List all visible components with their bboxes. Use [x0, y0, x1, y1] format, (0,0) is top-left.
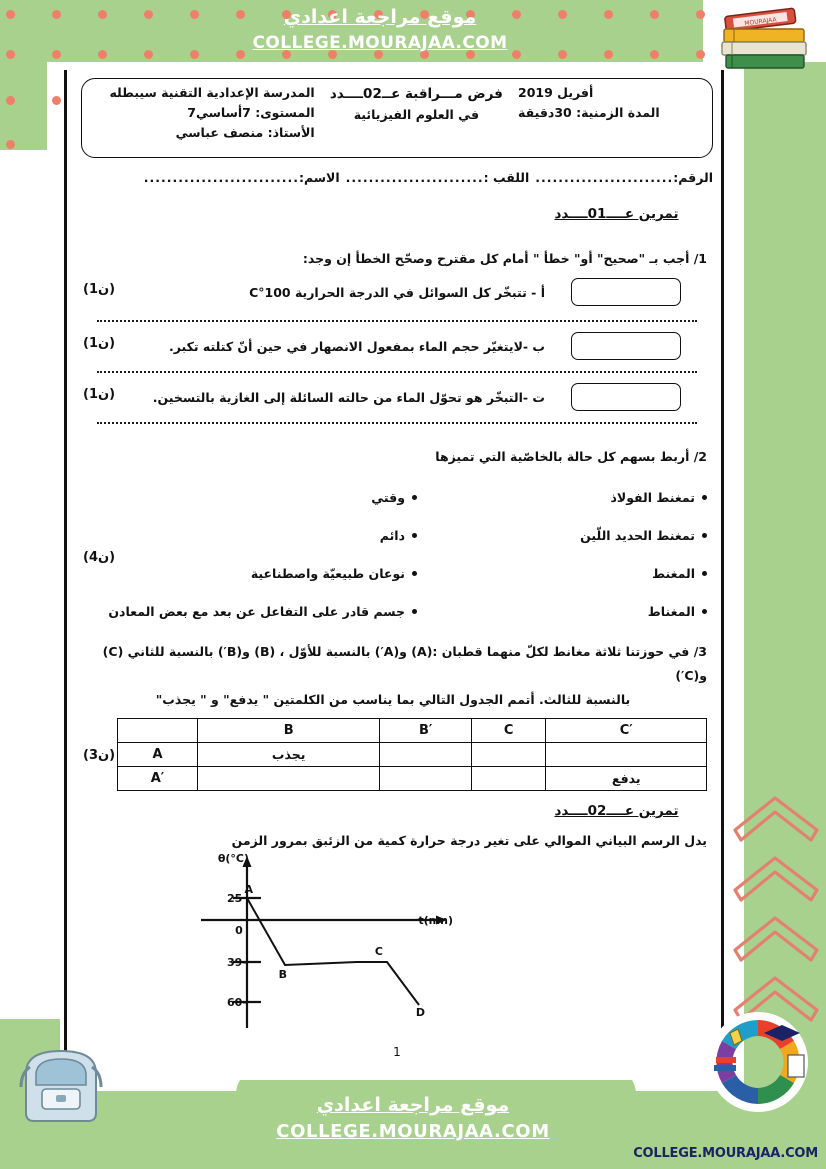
mark-question-3: (3ن)	[83, 748, 116, 763]
books-icon	[712, 2, 816, 76]
header-center-column	[315, 85, 518, 157]
student-identity-row	[81, 170, 713, 185]
decorative-dot	[6, 140, 15, 149]
match-right-item[interactable]	[507, 490, 707, 505]
svg-text:MOURAJAA: MOURAJAA	[744, 16, 778, 28]
table-cell-A-Bprime[interactable]	[380, 743, 472, 767]
matching-row	[87, 592, 707, 630]
student-name-dots: ...........................	[143, 170, 299, 185]
table-col-C: C	[471, 719, 546, 743]
page-number: 1	[393, 1045, 401, 1059]
exam-header-box	[81, 78, 713, 158]
education-circle-logo	[698, 1007, 818, 1117]
exercise-2-title: تمرين عــــ02ــــدد	[554, 803, 679, 819]
table-col-B: B	[198, 719, 380, 743]
ytick-label-minus60: -60	[227, 996, 247, 1009]
match-right-label: تمغنط الفولاذ	[610, 489, 695, 505]
match-right-item[interactable]	[507, 566, 707, 581]
statement-row-a	[87, 278, 707, 306]
bullet-icon	[412, 533, 417, 538]
teacher-name: الأستاذ: منصف عباسي	[175, 125, 315, 140]
table-corner-cell	[118, 719, 198, 743]
match-left-item[interactable]	[87, 528, 477, 543]
student-name-field[interactable]	[144, 170, 340, 185]
answer-rule-b	[97, 369, 697, 373]
header-right-column	[92, 85, 315, 157]
matching-exercise	[87, 478, 707, 630]
exam-sheet	[64, 70, 724, 1080]
point-label-A: A	[244, 883, 253, 896]
statement-text-a: أ - تتبخّر كل السوائل في الدرجة الحرارية 100°C	[249, 284, 545, 300]
site-name-arabic-bottom: موقع مراجعة اعدادي	[316, 1093, 510, 1116]
table-cell-A-Cprime[interactable]	[546, 743, 707, 767]
table-cell-A-C[interactable]	[471, 743, 546, 767]
statement-text-c: ت -التبخّر هو تحوّل الماء من حالته السائلة إلى الغازية بالتسخين.	[152, 389, 545, 405]
table-cell-A-B[interactable]: يجذب	[198, 743, 380, 767]
table-row-label-A: A	[118, 743, 198, 767]
matching-row	[87, 554, 707, 592]
match-right-item[interactable]	[507, 604, 707, 619]
exercise-1-question-3	[79, 640, 707, 711]
origin-label: 0	[235, 924, 243, 937]
table-row	[118, 743, 707, 767]
answer-box-a[interactable]	[571, 278, 681, 306]
table-row-label-Aprime: A′	[118, 767, 198, 791]
decorative-dot	[52, 96, 61, 105]
match-right-item[interactable]	[507, 528, 707, 543]
match-left-label: نوعان طبيعيّة واصطناعية	[250, 565, 405, 581]
point-label-C: C	[374, 945, 383, 958]
graph-labels	[218, 852, 453, 1019]
match-left-item[interactable]	[87, 490, 477, 505]
matching-row	[87, 516, 707, 554]
table-col-Cprime: C′	[546, 719, 707, 743]
site-branding-top	[0, 6, 760, 54]
exercise-2-intro: يدل الرسم البياني الموالي على تغير درجة حرارة كمية من الزئبق بمرور الزمن	[231, 833, 707, 848]
question-3-line-2: بالنسبة للثالث. أتمم الجدول التالي بما يناسب من الكلمتين " يدفع" و " يجذب"	[155, 691, 631, 707]
y-axis-label: θ(°C)	[217, 852, 249, 865]
decorative-dot	[6, 96, 15, 105]
bullet-icon	[412, 495, 417, 500]
match-left-label: وقتي	[371, 489, 405, 505]
exam-title: فرض مـــراقبة عــ02ــــدد	[329, 86, 503, 102]
table-col-Bprime: B′	[380, 719, 472, 743]
student-name-label: الاسم:	[298, 170, 340, 185]
student-surname-dots: ........................	[345, 170, 484, 185]
answer-box-b[interactable]	[571, 332, 681, 360]
student-number-dots: ........................	[535, 170, 674, 185]
bullet-icon	[702, 609, 707, 614]
ytick-label-25: 25	[227, 892, 243, 905]
answer-rule-c	[97, 420, 697, 424]
table-row	[118, 767, 707, 791]
x-axis-label: t(mn)	[418, 914, 453, 927]
temperature-time-graph	[187, 850, 497, 1035]
school-name: المدرسة الإعدادية التقنية سيبطله	[109, 85, 315, 100]
exercise-1-question-2: 2/ أربط بسهم كل حالة بالخاصّية التي تميزها	[435, 449, 707, 464]
statement-row-c	[87, 383, 707, 411]
mark-statement-b: (1ن)	[83, 336, 116, 351]
matching-row	[87, 478, 707, 516]
exam-duration: المدة الزمنية: 30دقيقة	[518, 105, 660, 120]
student-number-label: الرقم:	[673, 170, 713, 185]
chevron-pattern-icon	[725, 790, 826, 1040]
table-cell-Aprime-B[interactable]	[198, 767, 380, 791]
table-cell-Aprime-Cprime[interactable]: يدفع	[546, 767, 707, 791]
match-right-label: المغناط	[647, 603, 695, 619]
point-label-D: D	[415, 1006, 425, 1019]
bullet-icon	[702, 571, 707, 576]
table-header-row	[118, 719, 707, 743]
answer-box-c[interactable]	[571, 383, 681, 411]
mark-statement-a: (1ن)	[83, 282, 116, 297]
bullet-icon	[412, 609, 417, 614]
site-name-arabic-top: موقع مراجعة اعدادي	[283, 6, 477, 28]
table-cell-Aprime-C[interactable]	[471, 767, 546, 791]
exam-date: أفريل 2019	[518, 85, 594, 100]
site-url-bottom: COLLEGE.MOURAJAA.COM	[276, 1120, 550, 1142]
match-left-item[interactable]	[87, 604, 477, 619]
bullet-icon	[702, 533, 707, 538]
exam-subject: في العلوم الفيزيائية	[353, 107, 480, 122]
statement-row-b	[87, 332, 707, 360]
mark-question-2: (4ن)	[83, 550, 116, 565]
class-level: المستوى: 7أساسي7	[187, 105, 315, 120]
match-left-label: جسم قادر على التفاعل عن بعد مع بعض المعادن	[108, 603, 405, 619]
header-left-column	[518, 85, 702, 157]
student-surname-label: اللقب :	[483, 170, 530, 185]
match-left-label: دائم	[379, 527, 405, 543]
student-number-field[interactable]	[535, 170, 713, 185]
match-right-label: تمغنط الحديد اللّين	[580, 527, 695, 543]
bullet-icon	[412, 571, 417, 576]
site-url-top: COLLEGE.MOURAJAA.COM	[252, 32, 508, 53]
temperature-curve	[247, 898, 419, 1005]
magnet-poles-table	[117, 718, 707, 791]
ytick-label-minus39: -39	[227, 956, 247, 969]
point-label-B: B	[278, 968, 287, 981]
exercise-1-question-1: 1/ أجب بـ "صحيح" أو" خطأ " أمام كل مقترح وصحّح الخطأ إن وجد:	[302, 251, 707, 266]
mark-statement-c: (1ن)	[83, 387, 116, 402]
answer-rule-a	[97, 318, 697, 322]
bullet-icon	[702, 495, 707, 500]
backpack-icon	[6, 1037, 116, 1127]
table-cell-Aprime-Bprime[interactable]	[380, 767, 472, 791]
question-3-line-1: 3/ في حوزتنا ثلاثة مغانط لكلّ منهما قطبان :(A) و(A′) بالنسبة للأوّل ، (B) و(B′) بالنسبة للثاني (C) و(C′)	[102, 644, 707, 683]
statement-text-b: ب -لايتغيّر حجم الماء بمفعول الانصهار في حين أنّ كتلته تكبر.	[168, 338, 545, 354]
student-surname-field[interactable]	[346, 170, 530, 185]
site-url-corner: COLLEGE.MOURAJAA.COM	[633, 1146, 818, 1161]
match-right-label: المغنط	[652, 565, 695, 581]
exercise-1-title: تمرين عــــ01ــــدد	[554, 206, 679, 222]
match-left-item[interactable]	[87, 566, 477, 581]
